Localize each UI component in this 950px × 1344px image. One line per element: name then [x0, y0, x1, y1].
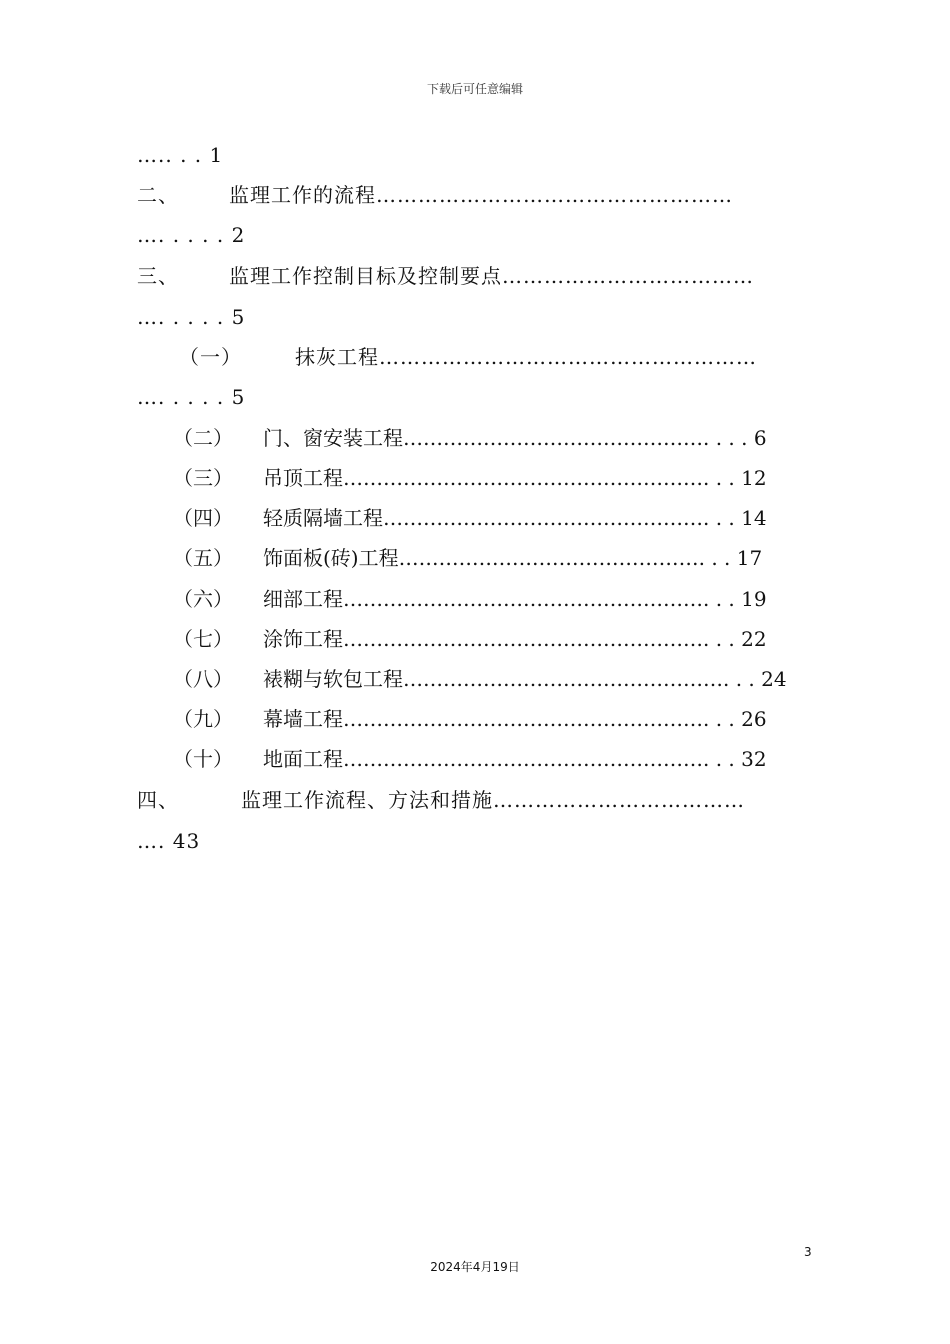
toc-entry-title: 门、窗安装工程 [263, 426, 403, 450]
toc-entry-page: . . . 14 [703, 506, 767, 530]
toc-entry-3[interactable] [137, 256, 754, 296]
toc-entry-3-9[interactable] [173, 699, 767, 739]
toc-line-continuation[interactable]: …. . . . . 5 [137, 305, 246, 329]
toc-entry-title: 饰面板(砖)工程 [263, 546, 399, 570]
toc-entry-page: . . . 19 [703, 587, 767, 611]
toc-entry-leader: ……………………………… [502, 264, 754, 288]
toc-entry-page: . . . 26 [703, 707, 767, 731]
toc-entry-number: （七） [173, 627, 233, 651]
toc-entry-number: （四） [173, 506, 233, 530]
toc-entry-leader: ……………………………………………… [343, 747, 703, 771]
toc-entry-leader: ………………………………………… [403, 667, 723, 691]
toc-entry-title: 涂饰工程 [263, 627, 343, 651]
toc-entry-page: . . . 22 [703, 627, 767, 651]
toc-entry-leader: ……………………………………………… [343, 466, 703, 490]
toc-entry-page: . . . 24 [723, 667, 787, 691]
toc-entry-leader: ……………………………………………… [343, 587, 703, 611]
toc-entry-title: 监理工作流程、方法和措施 [241, 788, 493, 812]
toc-line-continuation[interactable]: …. 43 [137, 829, 201, 853]
toc-entry-page: . . . 32 [703, 747, 767, 771]
page-header: 下载后可任意编辑 [426, 82, 523, 96]
toc-entry-page: . . . 17 [698, 546, 763, 570]
toc-entry-leader: ……………………………………………… [379, 345, 757, 369]
footer-date: 2024年4月19日 [430, 1260, 520, 1274]
toc-entry-title: 细部工程 [263, 587, 343, 611]
toc-entry-number: 三、 [137, 264, 179, 288]
toc-entry-title: 裱糊与软包工程 [263, 667, 403, 691]
toc-entry-number: （六） [173, 587, 233, 611]
toc-entry-3-3[interactable] [173, 458, 767, 498]
toc-entry-3-2[interactable] [173, 418, 767, 458]
toc-entry-leader: ……………………………………………… [343, 627, 703, 651]
toc-entry-leader: ………………………………………… [383, 506, 703, 530]
toc-line-continuation[interactable]: …. . . . . 2 [137, 223, 246, 247]
toc-entry-number: （五） [173, 546, 233, 570]
toc-entry-number: （一） [179, 345, 242, 369]
toc-entry-number: （三） [173, 466, 233, 490]
toc-entry-number: （十） [173, 747, 233, 771]
toc-entry-3-4[interactable] [173, 498, 767, 538]
toc-entry-page: . . . . 6 [703, 426, 767, 450]
toc-line-continuation[interactable]: …. . . . . 5 [137, 385, 246, 409]
toc-entry-3-5[interactable] [173, 538, 762, 578]
toc-entry-3-6[interactable] [173, 579, 767, 619]
toc-entry-leader: ……………………………… [493, 788, 745, 812]
toc-entry-page: . . . 12 [703, 466, 767, 490]
toc-entry-2[interactable] [137, 175, 733, 215]
toc-entry-number: 二、 [137, 183, 179, 207]
toc-entry-leader: ……………………………………………… [343, 707, 703, 731]
toc-entry-title: 监理工作的流程 [229, 183, 376, 207]
toc-entry-title: 幕墙工程 [263, 707, 343, 731]
toc-entry-title: 吊顶工程 [263, 466, 343, 490]
toc-entry-3-7[interactable] [173, 619, 767, 659]
toc-entry-title: 监理工作控制目标及控制要点 [229, 264, 502, 288]
toc-entry-leader: …………………………………………… [376, 183, 733, 207]
toc-entry-3-1[interactable] [179, 337, 757, 377]
toc-entry-3-10[interactable] [173, 739, 767, 779]
toc-entry-title: 轻质隔墙工程 [263, 506, 383, 530]
toc-entry-leader: ……………………………………… [398, 546, 699, 570]
page-number: 3 [804, 1245, 812, 1259]
toc-entry-4[interactable] [137, 780, 745, 820]
toc-line-continuation[interactable]: ….. . . 1 [137, 143, 224, 167]
toc-entry-title: 抹灰工程 [295, 345, 379, 369]
toc-entry-number: 四、 [137, 788, 179, 812]
toc-entry-number: （八） [173, 667, 233, 691]
toc-entry-number: （二） [173, 426, 233, 450]
toc-entry-title: 地面工程 [263, 747, 343, 771]
toc-entry-3-8[interactable] [173, 659, 787, 699]
toc-entry-number: （九） [173, 707, 233, 731]
toc-entry-leader: ……………………………………… [403, 426, 703, 450]
